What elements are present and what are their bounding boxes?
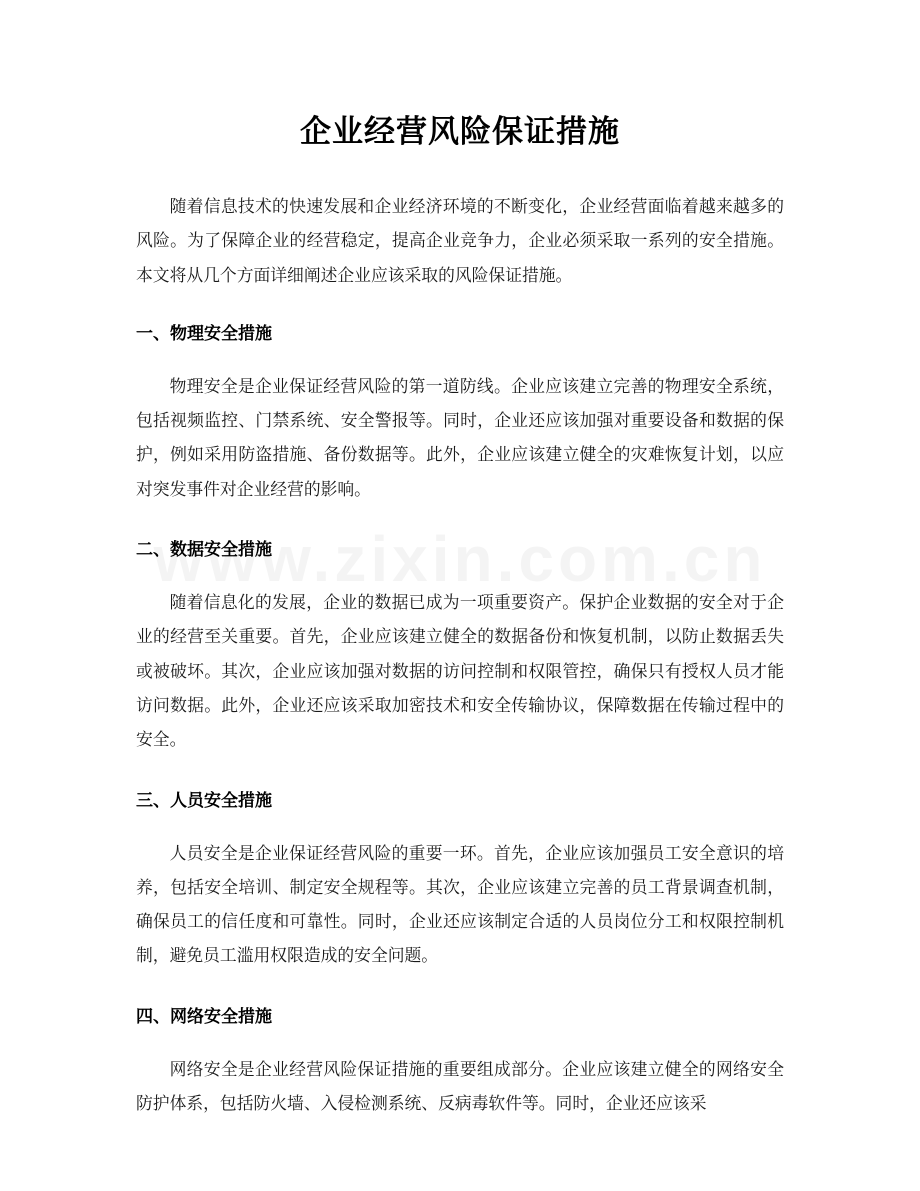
document-title: 企业经营风险保证措施 [300,114,620,150]
section-body-personnel: 人员安全是企业保证经营风险的重要一环。首先，企业应该加强员工安全意识的培养，包括安全培训、制定安全规程等。其次，企业应该建立完善的员工背景调查机制，确保员工的信任度和可靠性。同时，企业还应该制定合适的人员岗位分工和权限控制机制，避免员工滥用权限造成的安全问题。 [136,842,784,966]
intro-paragraph: 随着信息技术的快速发展和企业经济环境的不断变化，企业经营面临着越来越多的风险。为了保障企业的经营稳定，提高企业竞争力，企业必须采取一系列的安全措施。本文将从几个方面详细阐述企业应该采取的风险保证措施。 [136,196,784,285]
section-body-data: 随着信息化的发展，企业的数据已成为一项重要资产。保护企业数据的安全对于企业的经营至关重要。首先，企业应该建立健全的数据备份和恢复机制，以防止数据丢失或被破坏。其次，企业应该加强对数据的访问控制和权限管控，确保只有授权人员才能访问数据。此外，企业还应该采取加密技术和安全传输协议，保障数据在传输过程中的安全。 [136,592,784,750]
section-body-network: 网络安全是企业经营风险保证措施的重要组成部分。企业应该建立健全的网络安全防护体系，包括防火墙、入侵检测系统、反病毒软件等。同时，企业还应该采 [136,1058,784,1114]
section-heading-physical: 一、物理安全措施 [136,323,272,344]
section-body-physical: 物理安全是企业保证经营风险的第一道防线。企业应该建立完善的物理安全系统，包括视频监控、门禁系统、安全警报等。同时，企业还应该加强对重要设备和数据的保护，例如采用防盗措施、备份数据等。此外，企业应该建立健全的灾难恢复计划，以应对突发事件对企业经营的影响。 [136,375,784,499]
section-heading-personnel: 三、人员安全措施 [136,790,272,811]
section-heading-data: 二、数据安全措施 [136,540,272,561]
section-heading-network: 四、网络安全措施 [136,1006,272,1027]
